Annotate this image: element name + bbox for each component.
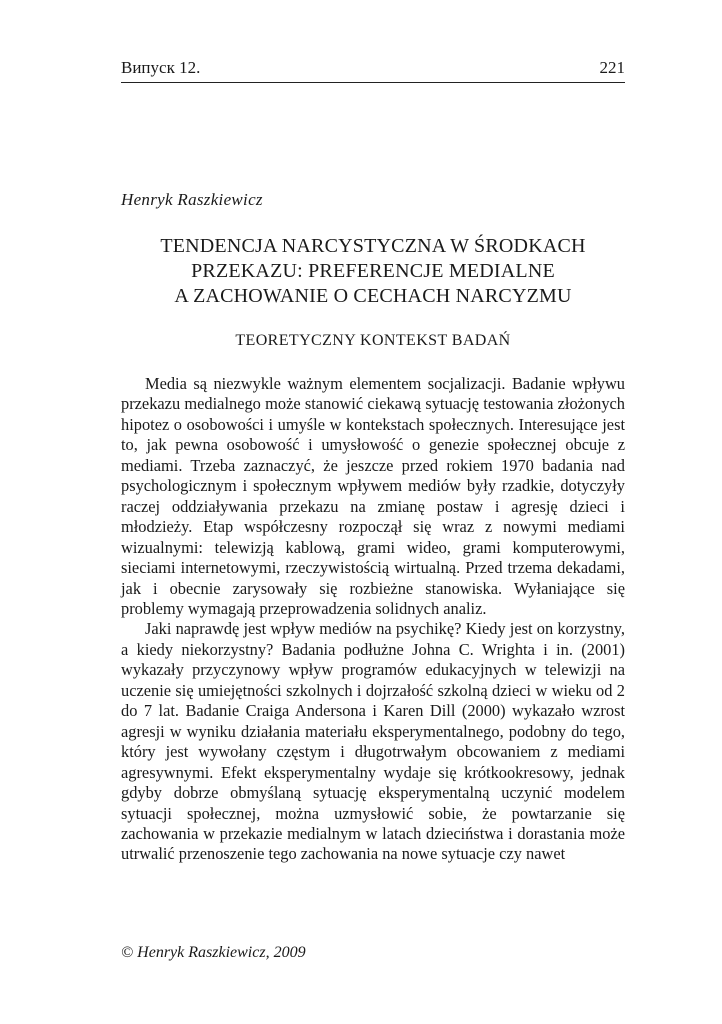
paragraph: Media są niezwykle ważnym elementem socjalizacji. Badanie wpływu przekazu medialnego może stanowić ciekawą sytuację testowania złożonych hipotez o osobowości i umyśle w kontekstach społecznych. Interesujące jest to, jak pewna osobowość i umysłowość o genezie społecznej obcuje z mediami. Trzeba zaznaczyć, że jeszcze przed rokiem 1970 badania nad psychologicznym i społecznym wpływem mediów były rzadkie, dotyczyły raczej oddziaływania przekazu na zmianę postaw i agresję dzieci i młodzieży. Etap współczesny rozpoczął się wraz z nowymi mediami wizualnymi: telewizją kablową, grami wideo, grami komputerowymi, sieciami internetowymi, rzeczywistością wirtualną. Przed trzema dekadami, jak i obecnie zarysowały się rozbieżne stanowiska. Wyłaniające się problemy wymagają przeprowadzenia solidnych analiz. (121, 374, 625, 618)
page-number: 221 (599, 58, 625, 77)
header-rule (121, 82, 625, 83)
copyright-footer: © Henryk Raszkiewicz, 2009 (121, 944, 306, 961)
title-line: TENDENCJA NARCYSTYCZNA W ŚRODKACH (160, 235, 586, 257)
issue-label: Випуск 12. (121, 58, 201, 77)
paragraph: Jaki naprawdę jest wpływ mediów na psychikę? Kiedy jest on korzystny, a kiedy niekorzystny? Badania podłużne Johna C. Wrighta i in. (2001) wykazały przyczynowy wpływ programów edukacyjnych w telewizji na uczenie się umiejętności szkolnych i dojrzałość szkolną dzieci w wieku od 2 do 7 lat. Badanie Craiga Andersona i Karen Dill (2000) wykazało wzrost agresji w wyniku działania materiału eksperymentalnego, podobny do tego, który jest wywołany częstym i długotrwałym obcowaniem z mediami agresywnymi. Efekt eksperymentalny wydaje się krótkookresowy, jednak gdyby dobrze obmyślaną sytuację eksperymentalną uczynić modelem sytuacji społecznej, można uzmysłowić sobie, że powtarzanie się zachowania w przekazie medialnym w latach dzieciństwa i dorastania może utrwalić przenoszenie tego zachowania na nowe sytuacje czy nawet (121, 619, 625, 864)
article-title (121, 234, 625, 309)
title-line: PRZEKAZU: PREFERENCJE MEDIALNE (191, 260, 555, 282)
body-text (121, 374, 625, 865)
section-heading: TEORETYCZNY KONTEKST BADAŃ (235, 332, 511, 349)
title-line: A ZACHOWANIE O CECHACH NARCYZMU (174, 285, 572, 307)
author-name: Henryk Raszkiewicz (121, 190, 263, 209)
running-header (121, 58, 625, 78)
